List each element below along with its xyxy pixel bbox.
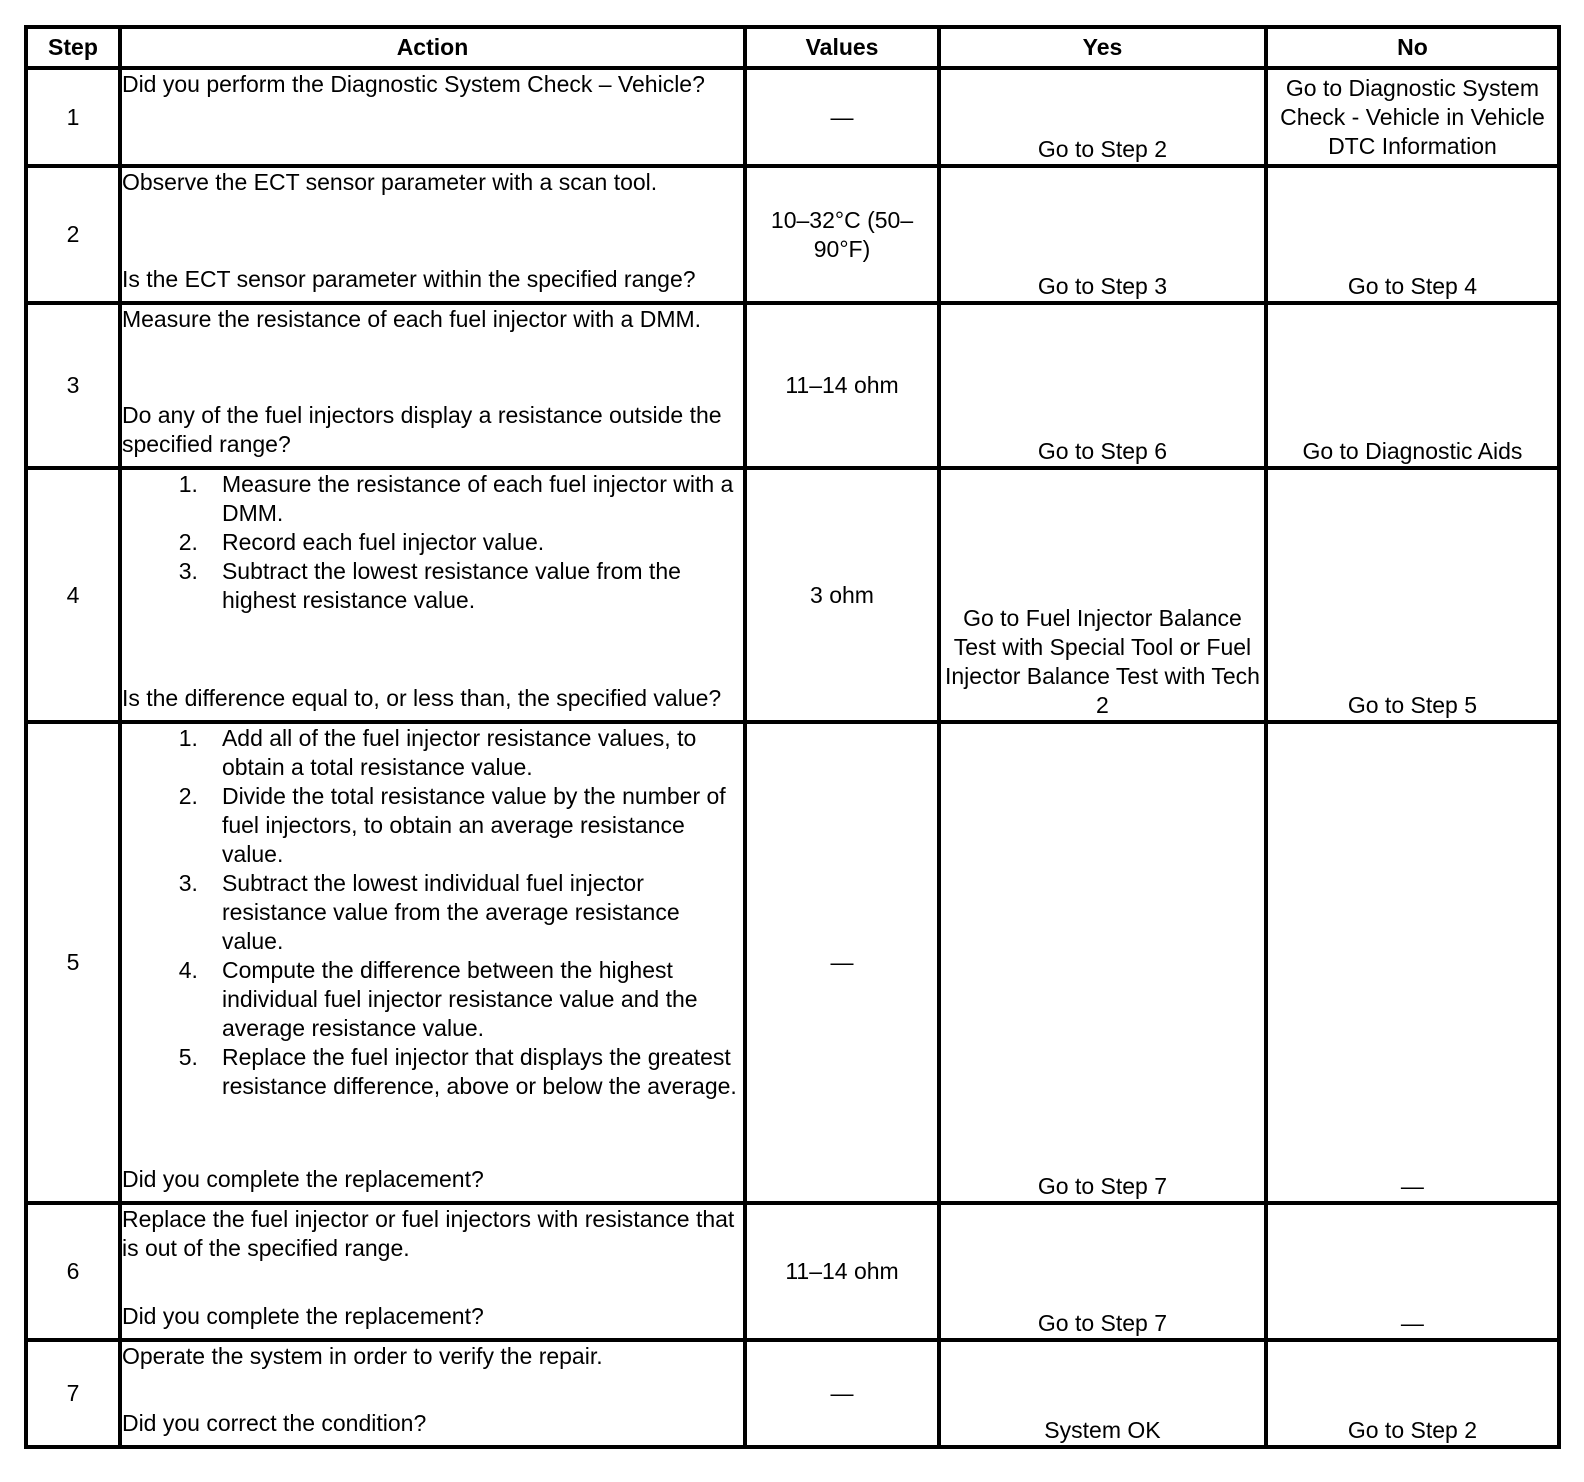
action-cell — [120, 303, 745, 468]
list-item — [122, 470, 743, 528]
table-row — [26, 1340, 1559, 1447]
list-item-text: Replace the fuel injector that displays the greatest resistance difference, above or below the average. — [221, 1044, 737, 1099]
list-item — [122, 557, 743, 615]
table-row — [26, 166, 1559, 303]
value-cell: — — [745, 1340, 939, 1447]
action-question: Did you complete the replacement? — [121, 1166, 484, 1192]
action-cell — [120, 1203, 745, 1340]
action-question: Did you correct the condition? — [121, 1410, 427, 1436]
value-cell: 11–14 ohm — [745, 1203, 939, 1340]
header-row — [26, 27, 1559, 68]
list-item-text: Compute the difference between the highest individual fuel injector resistance value and the average resistance value. — [221, 957, 698, 1041]
header-no: No — [1266, 27, 1559, 68]
step-number: 4 — [26, 468, 120, 722]
diagnostic-table — [24, 25, 1561, 1449]
list-item-number: 3. — [178, 870, 198, 896]
action-cell — [120, 722, 745, 1203]
table-row — [26, 468, 1559, 722]
no-cell: Go to Step 2 — [1266, 1340, 1559, 1447]
table-row — [26, 68, 1559, 166]
header-values: Values — [745, 27, 939, 68]
table-row — [26, 303, 1559, 468]
list-item-number: 3. — [178, 558, 198, 584]
step-number: 2 — [26, 166, 120, 303]
action-text: Operate the system in order to verify the repair. — [121, 1343, 603, 1369]
list-item-number: 2. — [178, 783, 198, 809]
table-row — [26, 1203, 1559, 1340]
no-cell: Go to Step 4 — [1266, 166, 1559, 303]
no-cell: — — [1266, 722, 1559, 1203]
list-item — [122, 956, 743, 1043]
yes-cell: Go to Step 3 — [939, 166, 1266, 303]
action-text: Measure the resistance of each fuel injector with a DMM. — [121, 306, 702, 332]
list-item — [122, 724, 743, 782]
list-item — [122, 528, 743, 557]
list-item — [122, 1043, 743, 1101]
yes-cell: Go to Step 7 — [939, 722, 1266, 1203]
action-text: Observe the ECT sensor parameter with a scan tool. — [121, 169, 658, 195]
list-item-text: Subtract the lowest individual fuel injector resistance value from the average resistance value. — [221, 870, 680, 954]
action-steps-list — [122, 724, 743, 1101]
value-cell: — — [745, 68, 939, 166]
value-cell: — — [745, 722, 939, 1203]
list-item — [122, 782, 743, 869]
action-cell — [120, 68, 745, 166]
list-item-number: 4. — [178, 957, 198, 983]
action-cell — [120, 1340, 745, 1447]
no-cell: Go to Diagnostic Aids — [1266, 303, 1559, 468]
list-item-text: Subtract the lowest resistance value from the highest resistance value. — [221, 558, 681, 613]
action-steps-list — [122, 470, 743, 615]
value-cell: 10–32°C (50–90°F) — [745, 166, 939, 303]
header-yes: Yes — [939, 27, 1266, 68]
yes-cell: Go to Step 6 — [939, 303, 1266, 468]
header-step: Step — [26, 27, 120, 68]
step-number: 7 — [26, 1340, 120, 1447]
header-action: Action — [120, 27, 745, 68]
yes-cell: Go to Fuel Injector Balance Test with Special Tool or Fuel Injector Balance Test with Tech 2 — [939, 468, 1266, 722]
step-number: 5 — [26, 722, 120, 1203]
no-cell: — — [1266, 1203, 1559, 1340]
action-question: Do any of the fuel injectors display a resistance outside the specified range? — [121, 402, 722, 457]
value-cell: 3 ohm — [745, 468, 939, 722]
list-item-text: Add all of the fuel injector resistance values, to obtain a total resistance value. — [221, 725, 697, 780]
action-question: Is the difference equal to, or less than, the specified value? — [121, 685, 722, 711]
no-cell: Go to Step 5 — [1266, 468, 1559, 722]
list-item-text: Divide the total resistance value by the number of fuel injectors, to obtain an average resistance value. — [221, 783, 726, 867]
action-cell — [120, 468, 745, 722]
list-item-text: Measure the resistance of each fuel injector with a DMM. — [221, 471, 734, 526]
no-cell: Go to Diagnostic System Check - Vehicle in Vehicle DTC Information — [1266, 68, 1559, 166]
yes-cell: System OK — [939, 1340, 1266, 1447]
action-text: Replace the fuel injector or fuel injectors with resistance that is out of the specified range. — [121, 1206, 735, 1261]
yes-cell: Go to Step 7 — [939, 1203, 1266, 1340]
step-number: 3 — [26, 303, 120, 468]
step-number: 6 — [26, 1203, 120, 1340]
value-cell: 11–14 ohm — [745, 303, 939, 468]
action-question: Is the ECT sensor parameter within the specified range? — [121, 266, 696, 292]
table-row — [26, 722, 1559, 1203]
list-item-text: Record each fuel injector value. — [221, 529, 545, 555]
list-item-number: 5. — [178, 1044, 198, 1070]
step-number: 1 — [26, 68, 120, 166]
list-item-number: 1. — [178, 725, 198, 751]
action-text: Did you perform the Diagnostic System Check – Vehicle? — [121, 71, 705, 97]
list-item-number: 2. — [178, 529, 198, 555]
list-item-number: 1. — [178, 471, 198, 497]
action-cell — [120, 166, 745, 303]
list-item — [122, 869, 743, 956]
action-question: Did you complete the replacement? — [121, 1303, 484, 1329]
yes-cell: Go to Step 2 — [939, 68, 1266, 166]
